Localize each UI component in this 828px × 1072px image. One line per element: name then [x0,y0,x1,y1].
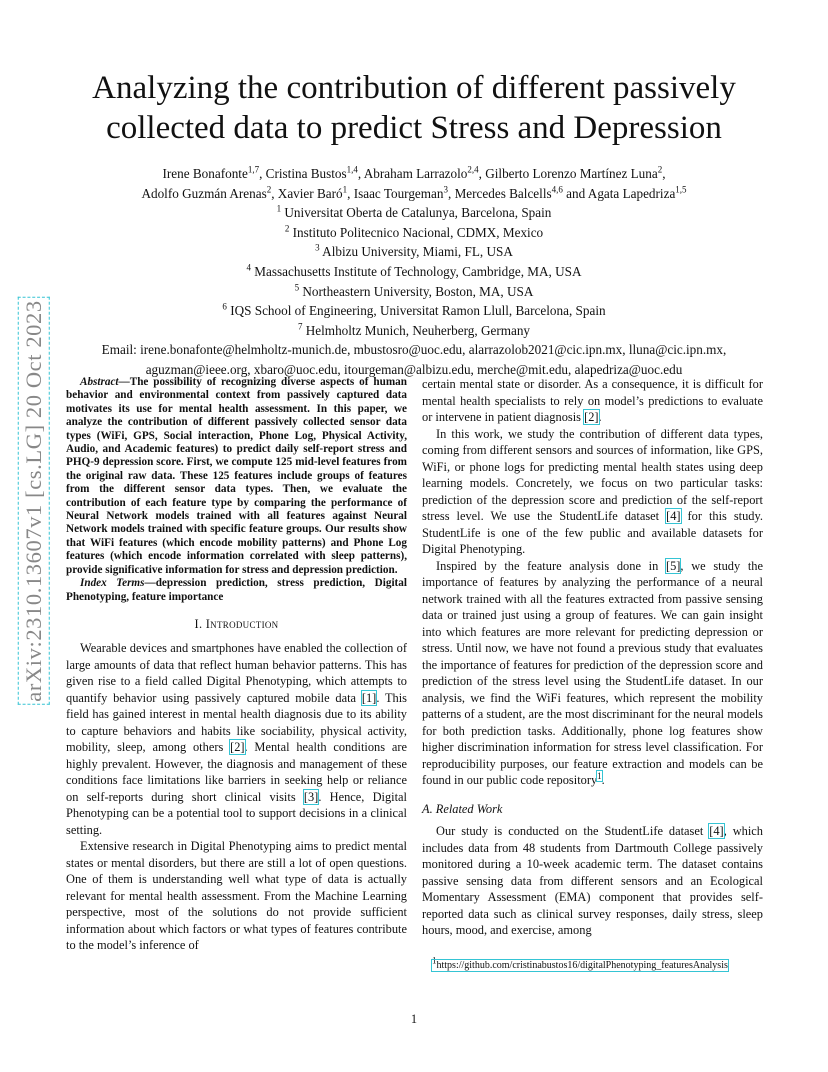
affiliation: $^1$ Universitat Oberta de Catalunya, Barcelona, Spain [276,203,552,221]
author-name: Isaac Tourgeman [353,185,444,201]
authors-conjunction: and [566,185,586,201]
citation-link[interactable]: [2] [584,410,599,424]
citation-link[interactable]: [4] [709,824,724,838]
footnote-number: 1 [432,955,437,966]
author-line-2: Adolfo Guzmán Arenas$^2$, Xavier Baró$^1$, Isaac Tourgeman$^3$, Mercedes Balcells$^{4,6}$ and Agata Lapedriza$^{1,5}$ [141,184,687,201]
author-name: Irene Bonafonte [162,166,248,181]
abstract-label: Abstract [80,376,119,388]
section-heading-introduction: I. Introduction [194,616,279,631]
author-affiliation: 2,4 [467,164,479,175]
author-name: Mercedes Balcells [454,185,552,201]
author-name: Gilberto Lorenzo Martínez Luna [485,166,658,181]
intro-paragraph-2: Extensive research in Digital Phenotyping aims to predict mental states or mental disorders, but there are still a lot of open questions. One of them is understanding well what type of data is actually relevant for mental health assessment. From the Machine Learning perspective, most of the solutions do not provide sufficient information about which factors or what types of features contribute to the model’s inference of [66,839,407,953]
abstract [66,376,407,577]
paper-title: Analyzing the contribution of different passively collected data to predict Stress and Depression [92,70,736,146]
affiliation: $^7$ Helmholtz Munich, Neuherberg, Germany [297,321,531,338]
citation-link[interactable]: [4] [666,509,681,523]
author-affiliation: 2 [657,164,663,175]
author-affiliation: 4,6 [551,184,563,195]
right-column [422,376,763,939]
footnote-url-link[interactable]: $^1$https://github.com/cristinabustos16/digitalPhenotyping_featuresAnalysis [432,955,728,971]
abstract-text: —The possibility of recognizing diverse aspects of human behavior and environmental context from passively captured data motivates its use for mental health assessment. In this paper, we analyze the contribution of different passively collected sensor data types (WiFi, GPS, Social interaction, Phone Log, Physical Activity, Audio, and Academic features) to predict daily self-report stress and PHQ-9 depression score. First, we compute 125 mid-level features from the original raw data. These 125 features include groups of features from the different sensor data types. Then, we evaluate the contribution of each feature type by comparing the performance of Neural Network models trained with all features against Neural Network models trained with specific feature groups. Our results show that WiFi features (which encode mobility patterns) and Phone Log features (which encode information correlated with sleep patterns), provide significative information for stress and depression prediction. [66,376,407,576]
subsection-heading-related-work: A. Related Work [422,801,503,816]
author-block [40,164,788,380]
author-affiliation: 1,7 [247,164,260,175]
right-paragraph-2: In this work, we study the contribution of different data types, coming from different sensors and sources of information, like GPS, WiFi, or phone logs for predicting mental health states using deep learning models. Concretely, we focus on two particular tasks: prediction of the depression score and prediction of the self-report stress level. We use the StudentLife dataset [4] for this study. StudentLife is one of the few public and available datasets for Digital Phenotyping. [422,426,763,556]
author-affiliation: 1,4 [346,164,358,175]
citation-link[interactable]: [3] [303,789,319,804]
author-affiliation: 3 [443,184,448,195]
author-affiliation: 1 [342,184,348,195]
footnote-marker-link[interactable]: 1 [597,770,602,781]
affiliation: $^3$ Albizu University, Miami, FL, USA [315,242,513,260]
index-terms [66,577,407,604]
index-terms-label: Index Terms [80,577,145,590]
right-paragraph-4: Our study is conducted on the StudentLife dataset [4], which includes data from 48 students from Dartmouth College passively monitored during a 10-week academic term. The dataset contains passive sensing data from different sensors and an Ecological Momentary Assessment (EMA) component that provides self-reported data such as clinical survey responses, daily stress, sleep hours, mood, and exercise, among [422,824,764,937]
affiliation: $^2$ Instituto Politecnico Nacional, CDMX, Mexico [284,223,544,240]
affiliation: $^5$ Northeastern University, Boston, MA, USA [294,282,534,299]
intro-paragraph-1: Wearable devices and smartphones have enabled the collection of large amounts of data that reflect human behavior patterns. This has given rise to a field called Digital Phenotyping, which attempts to quantify behavior using passively captured mobile data [1]. This field has gained interest in mental health diagnosis due to its ability to capture behaviors and habits like sociability, physical activity, mobility, sleep, among others [2]. Mental health conditions are highly prevalent. However, the diagnosis and management of these conditions face limitations like barriers in seeking help or reliance on self-reports during short clinical visits [3]. Hence, Digital Phenotyping can be a potential tool to support decisions in a clinical setting. [66,641,408,837]
arxiv-identifier[interactable]: arXiv:2310.13607v1 [cs.LG] 20 Oct 2023 [21,300,46,702]
author-line-1: Irene Bonafonte$^{1,7}$, Cristina Bustos$^{1,4}$, Abraham Larrazolo$^{2,4}$, Gilberto Lorenzo Martínez Luna$^2$, [162,164,666,181]
author-name: Abraham Larrazolo [363,166,468,181]
author-name: Cristina Bustos [265,166,347,181]
page-number: 1 [410,1012,418,1026]
index-terms-text: —depression prediction, stress prediction, Digital Phenotyping, feature importance [66,577,407,603]
citation-link[interactable]: [1] [361,690,377,705]
email-line: Email: irene.bonafonte@helmholtz-munich.de, mbustosro@uoc.edu, alarrazolob2021@cic.ipn.mx, lluna@cic.ipn.mx, [101,342,727,358]
right-paragraph-1: certain mental state or disorder. As a consequence, it is difficult for mental health specialists to rely on model’s predictions to evaluate or intervene in patient diagnosis [2]. [422,377,763,424]
author-affiliation: 2 [266,184,272,195]
author-name: Adolfo Guzmán Arenas [141,185,267,201]
affiliation: $^4$ Massachusetts Institute of Technology, Cambridge, MA, USA [246,262,582,279]
right-paragraph-3: Inspired by the feature analysis done in [5], we study the importance of features by analyzing the performance of a neural network trained with all the features extracted from passive sensing data or trained just using a group of features. We can gain insight into which features are more relevant for predicting depression or stress. Until now, we have not found a previous study that evaluates the importance of features for prediction of the depression score and prediction of the stress level using the StudentLife dataset. In our analysis, we find the WiFi features, which represent the mobility patterns of a student, are the most discriminant for the neural models for both prediction tasks. Additionally, phone log features show higher discrimination information for stress level classification. For reproducibility purposes, our feature extraction and models can be found in our public code repository$^1$. [422,558,763,787]
author-name: Xavier Baró [277,185,343,201]
author-name: Agata Lapedriza [587,185,676,201]
citation-link[interactable]: [2] [230,740,245,755]
left-column [66,376,407,954]
citation-link[interactable]: [5] [665,558,681,573]
email-line: aguzman@ieee.org, xbaro@uoc.edu, itourgeman@albizu.edu, merche@mit.edu, alapedriza@uoc.edu [145,361,683,377]
author-affiliation: 1,5 [675,184,687,195]
footnote [432,955,728,972]
affiliation: $^6$ IQS School of Engineering, Universitat Ramon Llull, Barcelona, Spain [222,301,606,319]
